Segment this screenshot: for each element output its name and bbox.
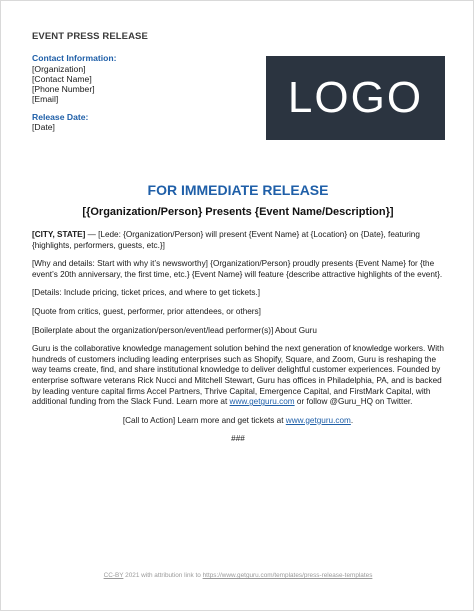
headline: [{Organization/Person} Presents {Event Name/Description}]	[82, 206, 394, 218]
about-paragraph	[32, 344, 444, 408]
cta-tail: .	[350, 415, 354, 425]
about-tail: or follow @Guru_HQ on Twitter.	[294, 397, 413, 407]
about-text: Guru is the collaborative knowledge management solution behind the next generation of knowledge workers. With hundreds of customers including leading enterprises such as Shopify, Square, and Zoom, Guru is reshaping the way teams create, find, and share institutional knowledge to deliver delightful customer experiences. Founded by enterprise software veterans Rick Nucci and Mitchell Stewart, Guru has offices in Philadelphia, PA, and is backed by leading venture capital firms Accel Partners, Thrive Capital, Emergence Capital, and FirstMark Capital, with additional funding from the Slack Fund. Learn more at	[32, 344, 444, 407]
footer-attribution	[1, 572, 474, 579]
contact-name: [Contact Name]	[32, 74, 92, 84]
contact-heading: Contact Information:	[32, 53, 117, 63]
document-label: EVENT PRESS RELEASE	[32, 31, 148, 42]
logo-text: LOGO	[287, 73, 424, 122]
contact-lines	[32, 64, 95, 104]
about-website-link[interactable]: www.getguru.com	[229, 397, 295, 407]
quote-paragraph: [Quote from critics, guest, performer, prior attendees, or others]	[32, 306, 261, 316]
end-marks: ###	[231, 434, 245, 444]
call-to-action	[32, 416, 444, 427]
lede-text: — [Lede: {Organization/Person} will present {Event Name} at {Location} on {Date}, featuring {highlights, performers, guests, etc.}]	[32, 230, 420, 250]
cta-website-link[interactable]: www.getguru.com	[285, 415, 351, 425]
contact-organization: [Organization]	[32, 64, 86, 74]
body-text	[32, 230, 444, 453]
template-url-link[interactable]: https://www.getguru.com/templates/press-release-templates	[202, 572, 373, 579]
dateline: [CITY, STATE]	[32, 230, 86, 239]
cta-text: [Call to Action] Learn more and get tickets at	[122, 415, 286, 425]
details-paragraph: [Details: Include pricing, ticket prices, and where to get tickets.]	[32, 288, 260, 298]
contact-phone: [Phone Number]	[32, 84, 95, 94]
lede-paragraph	[32, 230, 444, 251]
footer-text: 2021 with attribution link to	[123, 572, 203, 579]
why-paragraph: [Why and details: Start with why it’s newsworthy] {Organization/Person} proudly presents {Event Name} for {the event’s 20th anniversary, the first time, etc.} {Event Name} will feature {describe attractive highlights of the event}.	[32, 259, 443, 279]
contact-email: [Email]	[32, 94, 59, 104]
immediate-release-title: FOR IMMEDIATE RELEASE	[147, 182, 329, 198]
boilerplate-heading: [Boilerplate about the organization/person/event/lead performer(s)] About Guru	[32, 325, 317, 335]
logo-placeholder	[266, 56, 445, 140]
release-date-heading: Release Date:	[32, 112, 89, 122]
license-link[interactable]: CC-BY	[103, 572, 124, 579]
release-date: [Date]	[32, 122, 55, 132]
